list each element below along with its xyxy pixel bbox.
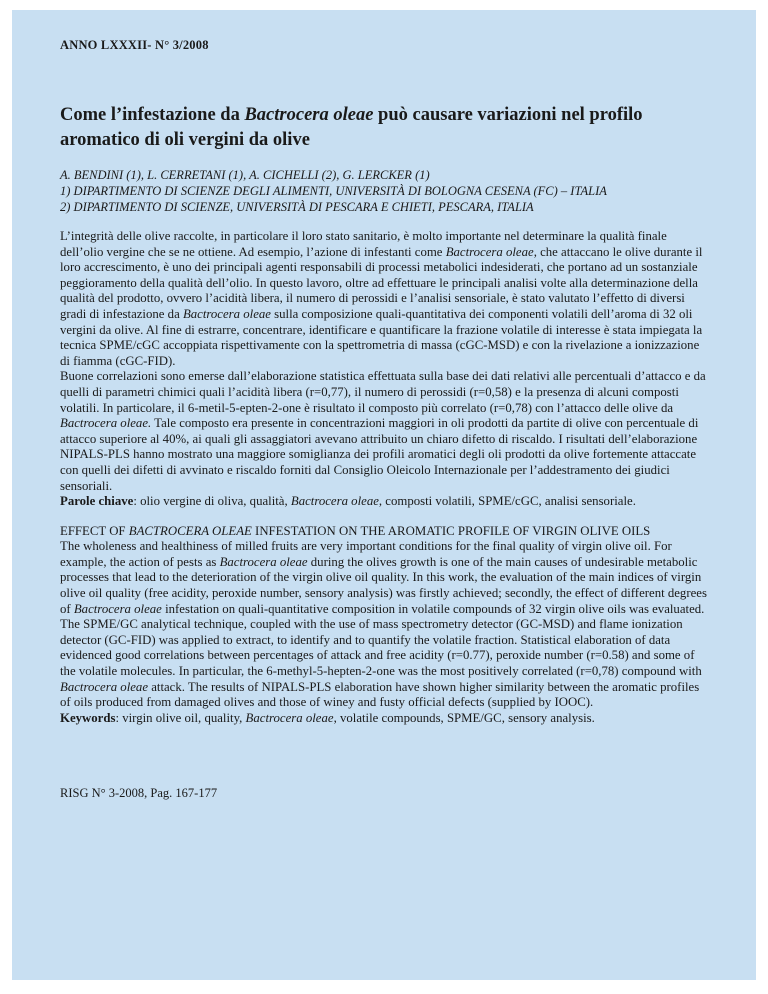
citation-footer: RISG N° 3-2008, Pag. 167-177 — [60, 786, 218, 801]
species-name: Bactrocera oleae. — [60, 416, 152, 431]
species-name: Bactrocera oleae — [60, 679, 149, 694]
document-page — [12, 10, 756, 980]
text-run: attack. The results of NIPALS-PLS elaboration have shown higher similarity between the aromatic profiles of oils produced from damaged olives and those of winey and fusty official defects (supplied by IOOC). — [60, 679, 700, 710]
species-name: Bactrocera oleae — [182, 306, 271, 321]
english-abstract-p1 — [60, 539, 712, 617]
text-run: INFESTATION ON THE AROMATIC PROFILE OF VIRGIN OLIVE OILS — [251, 523, 651, 538]
text-run: L’integrità delle olive raccolte, in particolare il loro stato sanitario, è molto importante nel determinare la qualità finale dell’olio vergine che se ne ottiene. Ad esempio, l’azione di infestanti come — [60, 229, 667, 259]
title-text-1: Come l’infestazione da — [60, 105, 245, 125]
italian-keywords — [60, 494, 712, 510]
text-run: sulla composizione quali-quantitativa dei componenti volatili dell’aroma di 32 oli vergini da olive. Al fine di estrarre, concentrare, identificare e quantificare la frazione volatile di interesse è stata impiegata la tecnica SPME/cGC accoppiata rispettivamente con la spettrometria di massa (cGC-MSD) e con la rivelazione a ionizzazione di fiamma (cGC-FID). — [60, 306, 703, 368]
italian-abstract-p1 — [60, 229, 712, 369]
affiliation-2: 2) DIPARTIMENTO DI SCIENZE, UNIVERSITÀ DI PESCARA E CHIETI, PESCARA, ITALIA — [60, 200, 534, 214]
authors-block — [60, 167, 712, 215]
text-run: : virgin olive oil, quality, — [115, 710, 246, 725]
english-keywords — [60, 711, 712, 727]
species-name: Bactrocera oleae — [219, 554, 308, 569]
text-run: during the olives growth is one of the main causes of undesirable metabolic processes that lead to the deterioration of the virgin olive oil quality. In this work, the evaluation of the main indices of virgin olive oil quality (free acidity, peroxide number, sensory analysis) was firstly achieved; secondly, the effect of different degrees of — [60, 554, 707, 616]
species-name: Bactrocera oleae — [290, 494, 379, 509]
title-text-2: può causare variazioni nel profilo aromatico di oli vergini da olive — [60, 105, 643, 150]
keywords-label: Parole chiave — [60, 494, 134, 509]
keywords-label: Keywords — [60, 710, 116, 725]
species-name: Bactrocera oleae — [445, 244, 534, 259]
species-name: Bactrocera oleae — [245, 710, 334, 725]
text-run: : olio vergine di oliva, qualità, — [133, 494, 291, 509]
species-name: Bactrocera oleae — [73, 601, 162, 616]
text-run: The SPME/GC analytical technique, coupled with the use of mass spectrometry detector (GC-MSD) and flame ionization detector (GC-FID) was applied to extract, to identify and to quantify the volatile fraction. Statistical elaboration of data evidenced good correlations between percentages of attack and free acidity (r=0.77), peroxide number (r=0.58) and some of the volatile molecules. In particular, the 6-methyl-5-hepten-2-one was the most positively correlated (r=0,78) compound with — [60, 617, 702, 679]
italian-abstract-p2 — [60, 369, 712, 494]
author-names: A. BENDINI (1), L. CERRETANI (1), A. CICHELLI (2), G. LERCKER (1) — [60, 168, 430, 182]
english-abstract-p2 — [60, 617, 712, 711]
text-run: , volatile compounds, SPME/GC, sensory analysis. — [333, 710, 595, 725]
text-run: , che attaccano le olive durante il loro accrescimento, è uno dei principali agenti responsabili di processi metabolici indesiderati, che portano ad un sostanziale peggioramento della qualità dell’olio. In questo lavoro, oltre ad effettuare le principali analisi volte alla determinazione della qualità del prodotto, ovvero l’acidità libera, il numero di perossidi e l’analisi sensoriale, è stato valutato l’effetto di diversi gradi di infestazione da — [60, 244, 703, 321]
text-run: , composti volatili, SPME/cGC, analisi sensoriale. — [378, 494, 636, 509]
text-run: EFFECT OF — [60, 523, 129, 538]
species-name: BACTROCERA OLEAE — [128, 523, 252, 538]
english-title — [60, 524, 712, 540]
title-species: Bactrocera oleae — [244, 105, 374, 125]
affiliation-1: 1) DIPARTIMENTO DI SCIENZE DEGLI ALIMENTI, UNIVERSITÀ DI BOLOGNA CESENA (FC) – ITALIA — [60, 184, 607, 198]
article-title — [60, 103, 712, 153]
text-run: Buone correlazioni sono emerse dall’elaborazione statistica effettuata sulla base dei dati relativi alle percentuali d’attacco e da quelli di parametri chimici quali l’acidità libera (r=0,77), il numero di perossidi (r=0,58) e la presenza di alcuni composti volatili. In particolare, il 6-metil-5-epten-2-one è risultato il composto più correlato (r=0,78) con l’attacco delle olive da — [60, 369, 706, 415]
spacer — [60, 510, 712, 524]
text-run: Tale composto era presente in concentrazioni maggiori in oli prodotti da partite di olive con percentuale di attacco superiore al 40%, ai quali gli assaggiatori avevano attribuito un chiaro difetto di riscaldo. I risultati dell’elaborazione NIPALS-PLS hanno mostrato una maggiore somiglianza dei profili aromatici degli oli prodotti da olive fortemente attaccate con quelli dei difetti di avvinato e riscaldo forniti dal Consiglio Oleicolo Internazionale per l’addestramento dei giudici sensoriali. — [60, 416, 699, 493]
issue-header: ANNO LXXXII- N° 3/2008 — [60, 38, 209, 52]
text-run: infestation on quali-quantitative composition in volatile compounds of 32 virgin olive oils was evaluated. — [161, 601, 705, 616]
text-run: The wholeness and healthiness of milled fruits are very important conditions for the final quality of virgin olive oil. For example, the action of pests as — [60, 539, 672, 569]
